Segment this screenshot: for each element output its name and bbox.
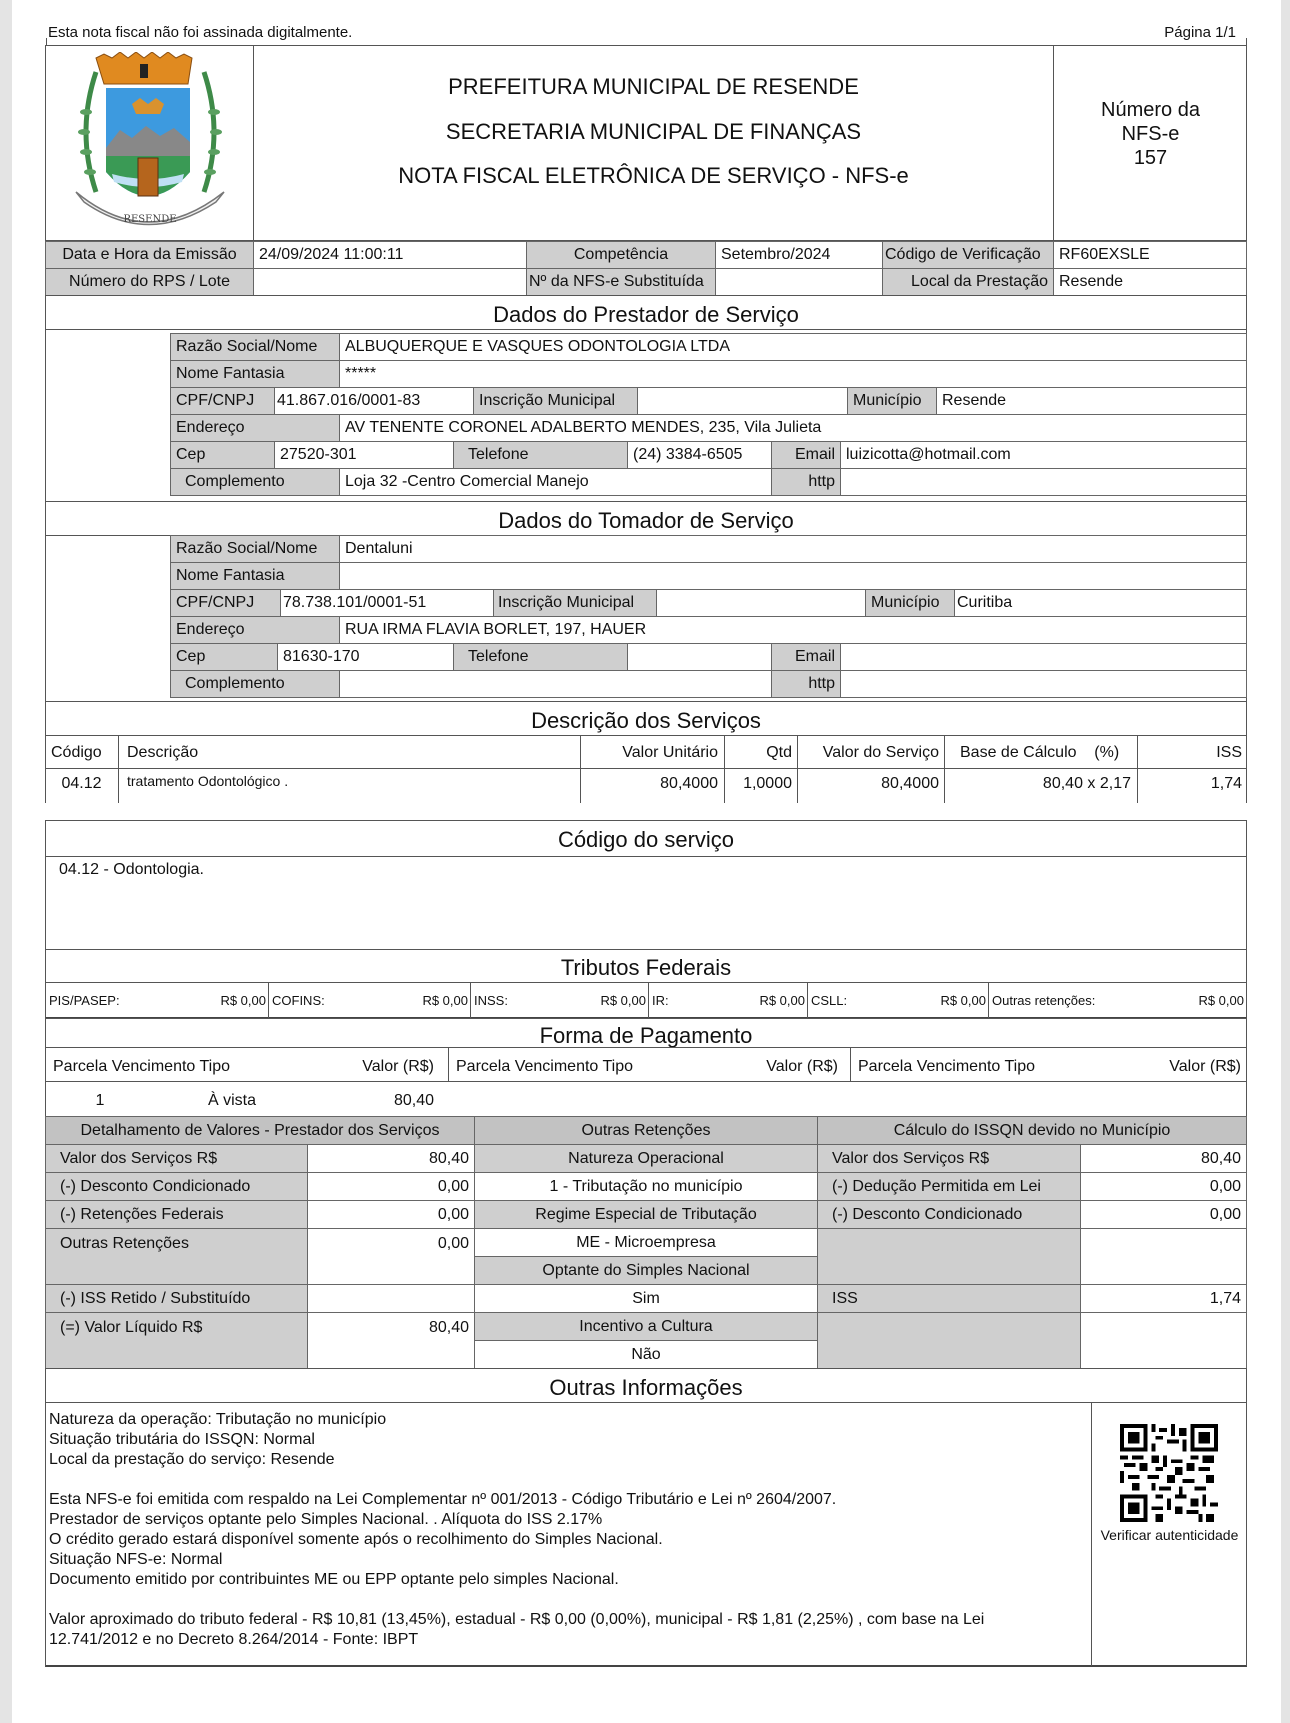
tributo-csll-label: CSLL: <box>811 993 848 1008</box>
issqn-deducao-value: 0,00 <box>1080 1172 1247 1201</box>
issqn-blank-label <box>817 1228 1081 1285</box>
prestador-razao-label: Razão Social/Nome <box>170 333 340 361</box>
issqn-desconto-label: (-) Desconto Condicionado <box>817 1200 1081 1229</box>
tributo-cofins-value: R$ 0,00 <box>422 993 468 1008</box>
pag-header-left-3: Parcela Vencimento Tipo <box>858 1058 1035 1075</box>
col-header-descricao: Descrição <box>127 744 199 761</box>
divider <box>253 45 254 241</box>
prestador-cnpj-value: 41.867.016/0001-83 <box>274 387 474 415</box>
servicos-title: Descrição dos Serviços <box>531 708 761 733</box>
tomador-municipio-label: Município <box>865 589 955 617</box>
verify-authenticity-label[interactable]: Verificar autenticidade <box>1100 1527 1239 1543</box>
service-descricao: tratamento Odontológico . <box>127 773 289 789</box>
prestador-title: Dados do Prestador de Serviço <box>493 302 799 327</box>
tributos-title: Tributos Federais <box>560 955 732 980</box>
tomador-fantasia-label: Nome Fantasia <box>170 562 340 590</box>
issqn-blank-label-2 <box>817 1312 1081 1369</box>
col-divider <box>1246 768 1247 803</box>
prestador-telefone-label: Telefone <box>453 441 628 469</box>
issqn-desconto-value: 0,00 <box>1080 1200 1247 1229</box>
pag-header-left-1: Parcela Vencimento Tipo <box>53 1058 230 1075</box>
prestador-endereco-label: Endereço <box>170 414 340 442</box>
emission-label: Data e Hora da Emissão <box>45 241 254 269</box>
nfse-number-value: 157 <box>1133 147 1168 169</box>
tomador-cep-value: 81630-170 <box>277 643 454 671</box>
outras-info-title: Outras Informações <box>549 1375 743 1400</box>
prestador-im-value <box>637 387 848 415</box>
page-margin-left <box>0 0 12 1723</box>
prestador-municipio-label: Município <box>847 387 937 415</box>
det-desconto-label: (-) Desconto Condicionado <box>45 1172 308 1201</box>
prestador-http-value[interactable] <box>840 468 1247 496</box>
det-outras-retencoes-value: 0,00 <box>307 1228 475 1285</box>
tomador-im-label: Inscrição Municipal <box>493 589 657 617</box>
info-line: 12.741/2012 e no Decreto 8.264/2014 - Fonte: IBPT <box>49 1631 419 1648</box>
regime-value: ME - Microempresa <box>474 1228 818 1257</box>
col-divider <box>807 982 808 1018</box>
tomador-http-label: http <box>771 670 841 698</box>
col-header-valor-servico: Valor do Serviço <box>822 744 939 761</box>
pag-parcela: 1 <box>95 1092 105 1109</box>
tomador-fantasia-value <box>339 562 1247 590</box>
tomador-municipio-value: Curitiba <box>954 589 1247 617</box>
tributo-csll-value: R$ 0,00 <box>940 993 986 1008</box>
info-line: O crédito gerado estará disponível somente após o recolhimento do Simples Nacional. <box>49 1531 663 1548</box>
tomador-http-value[interactable] <box>840 670 1247 698</box>
tributo-pis-value: R$ 0,00 <box>220 993 266 1008</box>
coat-of-arms-logo <box>56 52 244 236</box>
outras-info-text <box>49 1410 1089 1650</box>
substituted-value <box>715 268 883 296</box>
det-valor-liquido-label: (=) Valor Líquido R$ <box>45 1312 308 1369</box>
pag-header-left-2: Parcela Vencimento Tipo <box>456 1058 633 1075</box>
header-secretaria: SECRETARIA MUNICIPAL DE FINANÇAS <box>445 119 862 144</box>
pag-header-valor-3: Valor (R$) <box>1169 1058 1241 1075</box>
issqn-deducao-label: (-) Dedução Permitida em Lei <box>817 1172 1081 1201</box>
qr-code-icon[interactable] <box>1120 1424 1218 1522</box>
natureza-value: 1 - Tributação no município <box>474 1172 818 1201</box>
pag-tipo: À vista <box>208 1092 257 1109</box>
tributo-outras-label: Outras retenções: <box>992 993 1096 1008</box>
tomador-complemento-label: Complemento <box>170 670 340 698</box>
page-scrollbar-track[interactable] <box>1281 0 1290 1723</box>
prestador-endereco-value: AV TENENTE CORONEL ADALBERTO MENDES, 235, Vila Julieta <box>339 414 1247 442</box>
prestador-im-label: Inscrição Municipal <box>473 387 638 415</box>
rps-label: Número do RPS / Lote <box>45 268 254 296</box>
header-document-type: NOTA FISCAL ELETRÔNICA DE SERVIÇO - NFS-e <box>398 163 909 188</box>
col-divider <box>988 982 989 1018</box>
rps-value <box>253 268 527 296</box>
col-header-codigo: Código <box>51 744 102 761</box>
det-retencoes-federais-label: (-) Retenções Federais <box>45 1200 308 1229</box>
det-valor-liquido-value: 80,40 <box>307 1312 475 1369</box>
info-line: Situação tributária do ISSQN: Normal <box>49 1431 315 1448</box>
pag-header-valor-1: Valor (R$) <box>362 1058 434 1075</box>
service-valor-servico: 80,4000 <box>881 775 939 792</box>
outras-retencoes-title: Outras Retenções <box>474 1116 818 1145</box>
pagamento-title: Forma de Pagamento <box>539 1023 753 1048</box>
service-qtd: 1,0000 <box>743 775 792 792</box>
prestador-fantasia-label: Nome Fantasia <box>170 360 340 388</box>
tomador-cep-label: Cep <box>170 643 278 671</box>
issqn-valor-servicos-label: Valor dos Serviços R$ <box>817 1144 1081 1173</box>
tributo-inss-label: INSS: <box>474 993 508 1008</box>
det-retencoes-federais-value: 0,00 <box>307 1200 475 1229</box>
pag-header-valor-2: Valor (R$) <box>766 1058 838 1075</box>
col-divider <box>448 1047 449 1082</box>
verification-label: Código de Verificação <box>882 241 1054 269</box>
coat-of-arms-icon <box>56 52 244 236</box>
col-divider <box>470 982 471 1018</box>
col-header-base-calculo: Base de Cálculo (%) <box>960 744 1120 761</box>
cultura-value: Não <box>474 1340 818 1369</box>
prestador-cnpj-label: CPF/CNPJ <box>170 387 275 415</box>
simples-value: Sim <box>474 1284 818 1313</box>
prestador-cep-value: 27520-301 <box>274 441 454 469</box>
issqn-valor-servicos-value: 80,40 <box>1080 1144 1247 1173</box>
cultura-label: Incentivo a Cultura <box>474 1312 818 1341</box>
tomador-razao-label: Razão Social/Nome <box>170 535 340 563</box>
col-divider <box>45 768 46 803</box>
codigo-servico-value: 04.12 - Odontologia. <box>59 861 204 878</box>
tomador-cnpj-value: 78.738.101/0001-51 <box>280 589 494 617</box>
service-codigo: 04.12 <box>61 775 102 792</box>
prestador-cep-label: Cep <box>170 441 275 469</box>
tomador-email-value[interactable] <box>840 643 1247 671</box>
verification-code: RF60EXSLE <box>1053 241 1247 269</box>
tomador-telefone-value <box>627 643 772 671</box>
tributo-inss-value: R$ 0,00 <box>600 993 646 1008</box>
tomador-endereco-label: Endereço <box>170 616 340 644</box>
tomador-telefone-label: Telefone <box>453 643 628 671</box>
prestador-complemento-value: Loja 32 -Centro Comercial Manejo <box>339 468 772 496</box>
page-number: Página 1/1 <box>1164 24 1236 41</box>
tomador-endereco-value: RUA IRMA FLAVIA BORLET, 197, HAUER <box>339 616 1247 644</box>
tributo-outras-value: R$ 0,00 <box>1198 993 1244 1008</box>
codigo-servico-box <box>45 856 1247 950</box>
col-header-qtd: Qtd <box>766 744 792 761</box>
tributo-ir-label: IR: <box>652 993 669 1008</box>
issqn-blank-value <box>1080 1228 1247 1285</box>
col-header-valor-unitario: Valor Unitário <box>622 744 718 761</box>
issqn-blank-value-2 <box>1080 1312 1247 1369</box>
service-iss: 1,74 <box>1210 775 1242 792</box>
issqn-iss-value: 1,74 <box>1080 1284 1247 1313</box>
info-line <box>49 1590 1089 1610</box>
local-label: Local da Prestação <box>882 268 1054 296</box>
issqn-title: Cálculo do ISSQN devido no Município <box>817 1116 1247 1145</box>
prestador-email-label: Email <box>771 441 841 469</box>
info-line: Documento emitido por contribuintes ME ou EPP optante pelo simples Nacional. <box>49 1571 619 1588</box>
competencia-label: Competência <box>526 241 716 269</box>
substituted-label: Nº da NFS-e Substituída <box>526 268 716 296</box>
info-line: Situação NFS-e: Normal <box>49 1551 223 1568</box>
det-outras-retencoes-label: Outras Retenções <box>45 1228 308 1285</box>
local-value: Resende <box>1053 268 1247 296</box>
info-line: Local da prestação do serviço: Resende <box>49 1451 335 1468</box>
info-line: Esta NFS-e foi emitida com respaldo na Lei Complementar nº 001/2013 - Código Tributário e Lei nº 2604/2007. <box>49 1491 837 1508</box>
tomador-email-label: Email <box>771 643 841 671</box>
competencia-value: Setembro/2024 <box>715 241 883 269</box>
prestador-razao-value: ALBUQUERQUE E VASQUES ODONTOLOGIA LTDA <box>339 333 1247 361</box>
tributo-cofins-label: COFINS: <box>272 993 325 1008</box>
service-valor-unitario: 80,4000 <box>660 775 718 792</box>
col-header-iss: ISS <box>1216 744 1242 761</box>
tributo-pis-label: PIS/PASEP: <box>49 993 120 1008</box>
table-row <box>45 1081 445 1117</box>
issqn-iss-label: ISS <box>817 1284 1081 1313</box>
info-line: Natureza da operação: Tributação no município <box>49 1411 387 1428</box>
det-iss-retido-value <box>307 1284 475 1313</box>
prestador-telefone-value: (24) 3384-6505 <box>627 441 772 469</box>
prestador-email-value[interactable]: luizicotta@hotmail.com <box>840 441 1247 469</box>
signature-notice: Esta nota fiscal não foi assinada digitalmente. <box>48 24 353 41</box>
regime-label: Regime Especial de Tributação <box>474 1200 818 1229</box>
info-line <box>49 1470 1089 1490</box>
tomador-complemento-value <box>339 670 772 698</box>
tomador-im-value <box>656 589 866 617</box>
det-iss-retido-label: (-) ISS Retido / Substituído <box>45 1284 308 1313</box>
col-divider <box>268 982 269 1018</box>
simples-label: Optante do Simples Nacional <box>474 1256 818 1285</box>
info-line: Prestador de serviços optante pelo Simples Nacional. . Alíquota do ISS 2.17% <box>49 1511 603 1528</box>
svg-text:RESENDE: RESENDE <box>123 214 177 225</box>
prestador-http-label: http <box>771 468 841 496</box>
table-row <box>45 769 1247 803</box>
header-prefeitura: PREFEITURA MUNICIPAL DE RESENDE <box>448 74 859 99</box>
nfse-number-label-2: NFS-e <box>1121 123 1180 145</box>
prestador-complemento-label: Complemento <box>170 468 340 496</box>
tomador-cnpj-label: CPF/CNPJ <box>170 589 281 617</box>
pag-valor: 80,40 <box>393 1092 434 1109</box>
info-line: Valor aproximado do tributo federal - R$ 10,81 (13,45%), estadual - R$ 0,00 (0,00%), municipal - R$ 1,81 (2,25%) , com base na Lei <box>49 1611 985 1628</box>
nfse-number-label: Número da <box>1101 99 1200 121</box>
det-valor-servicos-label: Valor dos Serviços R$ <box>45 1144 308 1173</box>
prestador-municipio-value: Resende <box>936 387 1247 415</box>
col-divider <box>850 1047 851 1082</box>
tributo-ir-value: R$ 0,00 <box>759 993 805 1008</box>
natureza-label: Natureza Operacional <box>474 1144 818 1173</box>
service-base-calculo: 80,40 x 2,17 <box>1042 775 1131 792</box>
prestador-fantasia-value: ***** <box>339 360 1247 388</box>
detalhamento-title: Detalhamento de Valores - Prestador dos Serviços <box>45 1116 475 1145</box>
codigo-servico-title: Código do serviço <box>557 827 735 852</box>
col-divider <box>648 982 649 1018</box>
tomador-title: Dados do Tomador de Serviço <box>498 508 794 533</box>
tomador-razao-value: Dentaluni <box>339 535 1247 563</box>
emission-value: 24/09/2024 11:00:11 <box>253 241 527 269</box>
det-valor-servicos-value: 80,40 <box>307 1144 475 1173</box>
det-desconto-value: 0,00 <box>307 1172 475 1201</box>
